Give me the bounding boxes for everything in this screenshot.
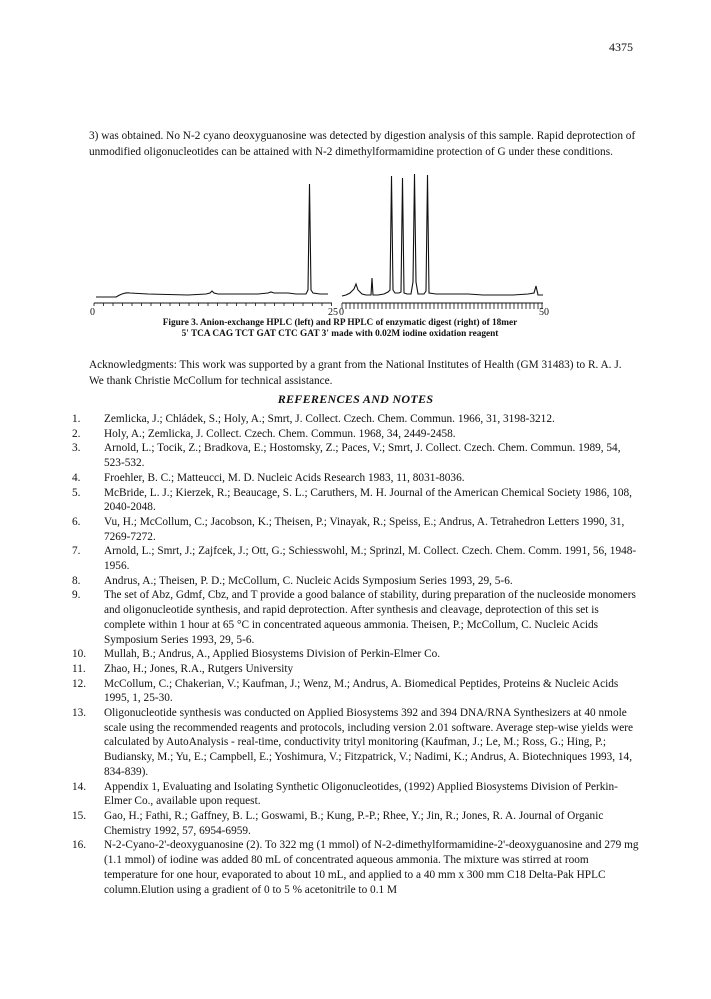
reference-item	[72, 838, 642, 897]
reference-item	[72, 809, 642, 838]
reference-item	[72, 588, 642, 647]
reference-text: McBride, L. J.; Kierzek, R.; Beaucage, S. L.; Caruthers, M. H. Journal of the American Chemical Society 1986, 108, 2040-2048.	[104, 486, 633, 514]
reference-item	[72, 574, 642, 589]
reference-number: 10.	[72, 648, 87, 661]
reference-number: 8.	[72, 574, 81, 587]
reference-text: Vu, H.; McCollum, C.; Jacobson, K.; Theisen, P.; Vinayak, R.; Speiss, E.; Andrus, A. Tetrahedron Letters 1990, 31, 7269-7272.	[104, 515, 625, 543]
reference-item	[72, 677, 642, 706]
reference-item	[72, 647, 642, 662]
right-chromatogram	[342, 174, 543, 309]
reference-text: Arnold, L.; Tocik, Z.; Bradkova, E.; Hostomsky, Z.; Paces, V.; Smrt, J. Collect. Czech. Chem. Commun. 1989, 54, 523-532.	[104, 442, 621, 470]
reference-item	[72, 544, 642, 573]
reference-text: Oligonucleotide synthesis was conducted on Applied Biosystems 392 and 394 DNA/RNA Synthesizers at 40 nmole scale using the recommended reagents and protocols, including version 2.01 software. Average step-wise yields were calculated by AutoAnalysis - real-time, conductivity trityl monitoring (Kaufman, J.; Le, M.; Ross, G.; Hing, P.; Budiansky, M.; Yu, E.; Campbell, E.; Yoshimura, V.; Fitzpatrick, V.; Nadimi, K.; Andrus, A. Biotechniques 1993, 14, 834-839).	[104, 707, 634, 778]
left-trace	[96, 184, 328, 297]
reference-number: 3.	[72, 442, 81, 455]
reference-number: 12.	[72, 677, 87, 690]
reference-text: Appendix 1, Evaluating and Isolating Synthetic Oligonucleotides, (1992) Applied Biosystems Division of Perkin-Elmer Co., available upon request.	[104, 780, 618, 808]
reference-item	[72, 412, 642, 427]
right-axis-ticks	[342, 303, 542, 309]
reference-item	[72, 441, 642, 470]
page-number: 4375	[609, 40, 633, 54]
reference-text: The set of Abz, Gdmf, Cbz, and T provide a good balance of stability, during preparation of the nucleoside monomers and oligonucleotide synthesis, and rapid deprotection. After synthesis and cleavage, deprotection of this set is complete within 1 hour at 65 °C in concentrated aqueous ammonia. Theisen, P.; McCollum, C. Nucleic Acids Symposium Series 1993, 29, 5-6.	[104, 589, 636, 646]
reference-text: Mullah, B.; Andrus, A., Applied Biosystems Division of Perkin-Elmer Co.	[104, 648, 441, 661]
reference-item	[72, 486, 642, 515]
references-heading: REFERENCES AND NOTES	[277, 392, 434, 406]
reference-item	[72, 780, 642, 809]
reference-number: 14.	[72, 780, 87, 793]
reference-text: Froehler, B. C.; Matteucci, M. D. Nucleic Acids Research 1983, 11, 8031-8036.	[104, 471, 465, 484]
reference-text: Zemlicka, J.; Chládek, S.; Holy, A.; Smrt, J. Collect. Czech. Chem. Commun. 1966, 31, 3198-3212.	[104, 413, 555, 425]
reference-number: 1.	[72, 413, 81, 425]
reference-text: Arnold, L.; Smrt, J.; Zajfcek, J.; Ott, G.; Schiesswohl, M.; Sprinzl, M. Collect. Czech. Chem. Comm. 1991, 56, 1948-1956.	[104, 545, 637, 573]
reference-text: Zhao, H.; Jones, R.A., Rutgers University	[104, 662, 294, 675]
figure-caption-line-1: Figure 3. Anion-exchange HPLC (left) and RP HPLC of enzymatic digest (right) of 18mer	[162, 318, 518, 328]
reference-number: 6.	[72, 515, 81, 528]
left-axis-end-label: 25	[328, 307, 338, 318]
reference-number: 11.	[72, 662, 86, 675]
reference-number: 4.	[72, 471, 81, 484]
reference-number: 15.	[72, 809, 87, 822]
references-list	[72, 412, 642, 897]
left-axis-start-label: 0	[90, 307, 95, 318]
acknowledgments: Acknowledgments: This work was supported by a grant from the National Institutes of Health (GM 31483) to R. A. J. We thank Christie McCollum for technical assistance.	[89, 359, 622, 387]
reference-text: N-2-Cyano-2'-deoxyguanosine (2). To 322 mg (1 mmol) of N-2-dimethylformamidine-2'-deoxyguanosine and 279 mg (1.1 mmol) of iodine was added 80 mL of concentrated aqueous ammonia. The mixture was stirred at room temperature for one hour, evaporated to about 10 mL, and applied to a 40 mm x 300 mm C18 Delta-Pak HPLC column.Elution using a gradient of 0 to 5 % acetonitrile to 0.1 M	[104, 839, 639, 896]
reference-number: 13.	[72, 707, 87, 720]
reference-item	[72, 706, 642, 780]
reference-number: 7.	[72, 545, 81, 558]
reference-number: 16.	[72, 839, 87, 852]
reference-item	[72, 662, 642, 677]
intro-paragraph: 3) was obtained. No N-2 cyano deoxyguanosine was detected by digestion analysis of this sample. Rapid deprotection of unmodified oligonucleotides can be attained with N-2 dimethylformamidine protection of G under these conditions.	[89, 130, 636, 158]
reference-number: 9.	[72, 589, 81, 602]
left-chromatogram	[94, 184, 332, 306]
reference-text: Gao, H.; Fathi, R.; Gaffney, B. L.; Goswami, B.; Kung, P.-P.; Rhee, Y.; Jin, R.; Jones, R. A. Journal of Organic Chemistry 1992, 57, 6954-6959.	[104, 809, 604, 837]
right-trace	[342, 174, 543, 296]
reference-item	[72, 471, 642, 486]
reference-number: 5.	[72, 486, 81, 499]
figure-caption-line-2: 5' TCA CAG TCT GAT CTC GAT 3' made with 0.02M iodine oxidation reagent	[181, 329, 499, 339]
reference-text: Andrus, A.; Theisen, P. D.; McCollum, C. Nucleic Acids Symposium Series 1993, 29, 5-6.	[104, 574, 513, 587]
reference-text: McCollum, C.; Chakerian, V.; Kaufman, J.; Wenz, M.; Andrus, A. Biomedical Peptides, Proteins & Nucleic Acids 1995, 1, 25-30.	[104, 677, 619, 705]
reference-number: 2.	[72, 427, 81, 440]
reference-item	[72, 427, 642, 442]
right-axis-start-label: 0	[339, 307, 344, 318]
reference-text: Holy, A.; Zemlicka, J. Collect. Czech. Chem. Commun. 1968, 34, 2449-2458.	[104, 427, 456, 440]
right-axis-end-label: 50	[539, 307, 549, 318]
reference-item	[72, 515, 642, 544]
